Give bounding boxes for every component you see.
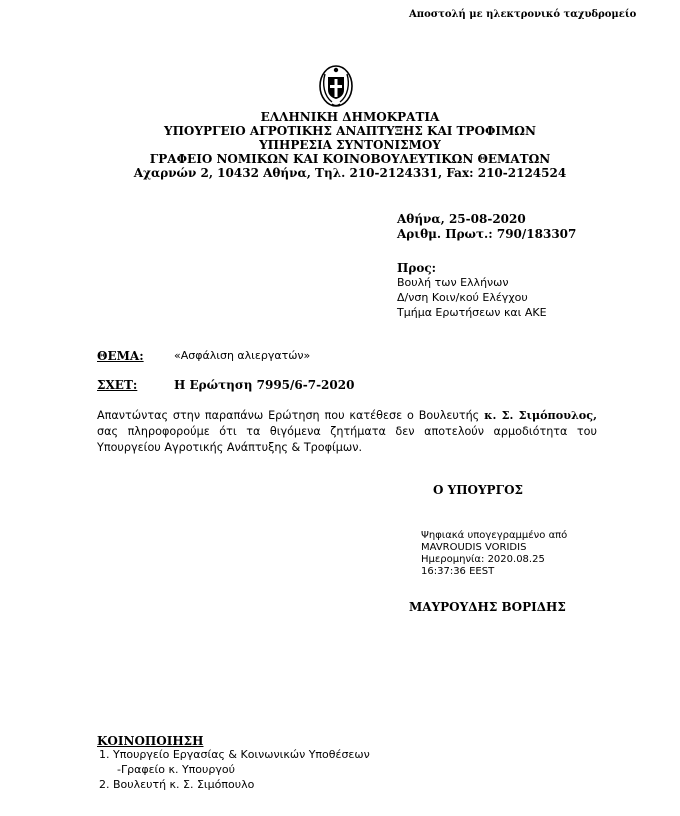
- distribution-label: ΚΟΙΝΟΠΟΙΗΣΗ: [97, 734, 204, 748]
- signature-line: Ημερομηνία: 2020.08.25: [421, 554, 545, 565]
- subject-value: «Ασφάλιση αλιεργατών»: [174, 349, 311, 362]
- header-ministry: ΥΠΟΥΡΓΕΙΟ ΑΓΡΟΤΙΚΗΣ ΑΝΑΠΤΥΞΗΣ ΚΑΙ ΤΡΟΦΙΜΩΝ: [164, 124, 536, 138]
- header-service: ΥΠΗΡΕΣΙΑ ΣΥΝΤΟΝΙΣΜΟΥ: [259, 138, 441, 152]
- distribution-subitem: -Γραφείο κ. Υπουργού: [117, 763, 235, 776]
- minister-title: Ο ΥΠΟΥΡΓΟΣ: [433, 483, 524, 497]
- protocol-number: Αριθμ. Πρωτ.: 790/183307: [397, 227, 577, 241]
- recipient-line: Βουλή των Ελλήνων: [397, 276, 509, 289]
- body-text-part: Απαντώντας στην παραπάνω Ερώτηση που κατέθεσε ο Βουλευτής: [97, 409, 485, 422]
- reference-value: Η Ερώτηση 7995/6-7-2020: [174, 378, 355, 392]
- signature-line: 16:37:36 EEST: [421, 566, 495, 577]
- coat-of-arms-emblem: [318, 64, 354, 108]
- mp-name: κ. Σ. Σιμόπουλος,: [484, 408, 597, 422]
- document-date: Αθήνα, 25-08-2020: [397, 212, 526, 226]
- subject-label: ΘΕΜΑ:: [97, 349, 144, 363]
- signature-line: MAVROUDIS VORIDIS: [421, 542, 527, 553]
- recipient-line: Δ/νση Κοιν/κού Ελέγχου: [397, 291, 528, 304]
- reference-label: ΣΧΕΤ:: [97, 378, 138, 392]
- body-paragraph: [97, 407, 597, 456]
- header-address: Αχαρνών 2, 10432 Αθήνα, Τηλ. 210-2124331, Fax: 210-2124524: [133, 166, 567, 180]
- distribution-item: 2. Βουλευτή κ. Σ. Σιμόπουλο: [99, 778, 255, 791]
- recipient-line: Τμήμα Ερωτήσεων και ΑΚΕ: [397, 306, 547, 319]
- body-text-part: σας πληροφορούμε ότι τα θιγόμενα ζητήματα δεν αποτελούν αρμοδιότητα του Υπουργείου Αγροτικής Ανάπτυξης & Τροφίμων.: [97, 425, 597, 454]
- minister-name: ΜΑΥΡΟΥΔΗΣ ΒΟΡΙΔΗΣ: [409, 600, 566, 614]
- header-country: ΕΛΛΗΝΙΚΗ ΔΗΜΟΚΡΑΤΙΑ: [260, 110, 440, 124]
- header-office: ΓΡΑΦΕΙΟ ΝΟΜΙΚΩΝ ΚΑΙ ΚΟΙΝΟΒΟΥΛΕΥΤΙΚΩΝ ΘΕΜΑΤΩΝ: [149, 152, 551, 166]
- delivery-note: Αποστολή με ηλεκτρονικό ταχυδρομείο: [409, 9, 637, 20]
- distribution-item: 1. Υπουργείο Εργασίας & Κοινωνικών Υποθέσεων: [99, 748, 370, 761]
- digital-signature: [421, 530, 567, 578]
- recipient-label: Προς:: [397, 261, 437, 275]
- signature-line: Ψηφιακά υπογεγραμμένο από: [421, 530, 568, 541]
